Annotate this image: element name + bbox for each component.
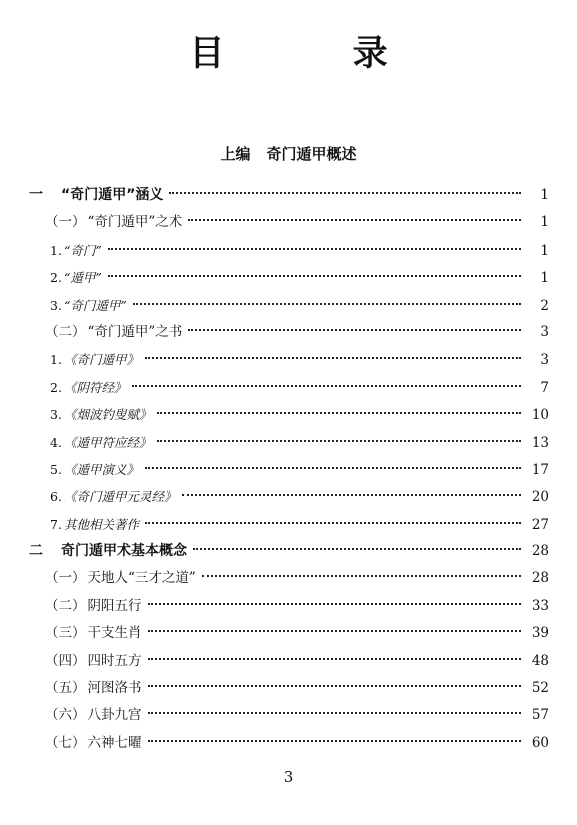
- toc-entry-page: 27: [531, 516, 549, 533]
- toc-entry-number: （六）: [45, 707, 86, 724]
- toc-entry-title: “奇门遁甲”涵义: [61, 187, 164, 203]
- dot-leader: [193, 548, 521, 550]
- toc-entry[interactable]: [29, 374, 549, 401]
- toc-entry[interactable]: [29, 620, 549, 647]
- toc-entry[interactable]: [29, 675, 549, 702]
- toc-entry[interactable]: [29, 346, 549, 373]
- toc-entry-title: 天地人“三才之道”: [87, 570, 196, 587]
- toc-entry[interactable]: [29, 648, 549, 675]
- page-number: 3: [283, 768, 294, 786]
- dot-leader: [188, 329, 521, 331]
- toc-entry-number: 5.: [50, 461, 62, 477]
- dot-leader: [157, 412, 521, 414]
- toc-entry-title: 其他相关著作: [63, 516, 139, 532]
- toc-entry-number: 6.: [50, 489, 62, 505]
- dot-leader: [202, 575, 521, 577]
- dot-leader: [157, 440, 521, 442]
- toc-entry-number: 3.: [50, 297, 62, 313]
- toc-entry-title: 《遁甲演义》: [63, 461, 139, 477]
- dot-leader: [132, 385, 521, 387]
- toc-entry-title: 《遁甲符应经》: [63, 434, 152, 450]
- toc-entry-title: “奇门遁甲”之术: [87, 214, 183, 231]
- dot-leader: [108, 275, 521, 277]
- toc-entry-page: 1: [540, 214, 549, 231]
- toc-entry-number: 3.: [50, 407, 62, 423]
- toc-entry-page: 1: [540, 242, 549, 259]
- toc-entry-title: 《阴符经》: [63, 379, 127, 395]
- toc-entry[interactable]: [29, 702, 549, 729]
- toc-entry-number: （一）: [45, 214, 86, 231]
- toc-entry-page: 39: [531, 625, 549, 642]
- toc-entry-number: （三）: [45, 625, 86, 642]
- dot-leader: [145, 522, 521, 524]
- toc-entry-number: 1.: [50, 352, 62, 368]
- toc-entry-title: “奇门遁甲”之书: [87, 323, 183, 340]
- toc-entry-number: 4.: [50, 434, 62, 450]
- dot-leader: [182, 494, 521, 496]
- toc-entry[interactable]: [29, 182, 549, 209]
- dot-leader: [148, 658, 522, 660]
- toc-entry[interactable]: [29, 209, 549, 236]
- toc-entry-title: 阴阳五行: [87, 597, 142, 614]
- toc-entry[interactable]: [29, 429, 549, 456]
- dot-leader: [169, 192, 521, 194]
- toc-entry-title: 《奇门遁甲元灵经》: [63, 489, 177, 505]
- part-title: 奇门遁甲概述: [266, 145, 357, 163]
- toc-entry-number: （二）: [45, 597, 86, 614]
- toc-entry[interactable]: [29, 237, 549, 264]
- toc-entry[interactable]: [29, 538, 549, 565]
- dot-leader: [188, 219, 521, 221]
- toc-entry-number: 7.: [50, 516, 62, 532]
- toc-entry-number: 二: [29, 543, 43, 560]
- toc-entry[interactable]: [29, 456, 549, 483]
- dot-leader: [148, 603, 522, 605]
- toc-entry-page: 52: [531, 680, 549, 697]
- dot-leader: [148, 740, 522, 742]
- toc-entry-number: （一）: [45, 570, 86, 587]
- dot-leader: [145, 467, 521, 469]
- toc-entry-page: 48: [531, 652, 549, 669]
- toc-entry-number: （四）: [45, 652, 86, 669]
- toc-entry[interactable]: [29, 401, 549, 428]
- toc-entry-number: （五）: [45, 680, 86, 697]
- toc-entry-page: 17: [531, 461, 549, 478]
- toc-entry-page: 60: [531, 734, 549, 751]
- toc-entry-title: 《烟波钓叟赋》: [63, 407, 152, 423]
- toc-entry-page: 10: [531, 407, 549, 424]
- toc-entry-title: 四时五方: [87, 652, 142, 669]
- page-title: 目 录: [189, 34, 446, 74]
- toc-entry[interactable]: [29, 565, 549, 592]
- dot-leader: [145, 357, 521, 359]
- table-of-contents: [29, 182, 549, 757]
- toc-entry-title: 奇门遁甲术基本概念: [61, 543, 187, 560]
- dot-leader: [148, 630, 522, 632]
- toc-entry[interactable]: [29, 483, 549, 510]
- toc-entry-page: 7: [540, 379, 549, 396]
- toc-entry-title: “遁甲”: [63, 270, 102, 286]
- toc-entry-title: “奇门”: [63, 242, 102, 258]
- toc-entry-page: 2: [540, 297, 549, 314]
- part-label: 上编: [220, 145, 251, 163]
- toc-entry[interactable]: [29, 292, 549, 319]
- toc-entry[interactable]: [29, 511, 549, 538]
- toc-entry-title: 河图洛书: [87, 680, 142, 697]
- toc-entry-page: 1: [540, 187, 549, 203]
- toc-entry-page: 13: [531, 434, 549, 451]
- toc-entry-page: 1: [540, 270, 549, 287]
- toc-entry-number: 1.: [50, 242, 62, 258]
- toc-entry-page: 33: [531, 597, 549, 614]
- toc-entry-number: 2.: [50, 379, 62, 395]
- toc-entry-title: 八卦九宫: [87, 707, 142, 724]
- toc-entry-title: “奇门遁甲”: [63, 297, 127, 313]
- toc-entry-page: 20: [531, 489, 549, 506]
- toc-entry[interactable]: [29, 593, 549, 620]
- dot-leader: [108, 248, 521, 250]
- toc-entry[interactable]: [29, 319, 549, 346]
- dot-leader: [148, 712, 522, 714]
- toc-entry-title: 六神七曜: [87, 734, 142, 751]
- toc-entry-title: 干支生肖: [87, 625, 142, 642]
- toc-entry-page: 28: [531, 543, 549, 560]
- part-heading: [0, 143, 577, 164]
- toc-entry-page: 3: [540, 323, 549, 340]
- toc-entry-number: 一: [29, 187, 43, 203]
- toc-entry[interactable]: [29, 730, 549, 757]
- toc-entry-title: 《奇门遁甲》: [63, 352, 139, 368]
- toc-entry[interactable]: [29, 264, 549, 291]
- toc-entry-number: （二）: [45, 323, 86, 340]
- toc-entry-page: 28: [531, 570, 549, 587]
- toc-entry-page: 3: [540, 352, 549, 369]
- toc-entry-page: 57: [531, 707, 549, 724]
- dot-leader: [133, 303, 521, 305]
- dot-leader: [148, 685, 522, 687]
- toc-entry-number: 2.: [50, 270, 62, 286]
- toc-entry-number: （七）: [45, 734, 86, 751]
